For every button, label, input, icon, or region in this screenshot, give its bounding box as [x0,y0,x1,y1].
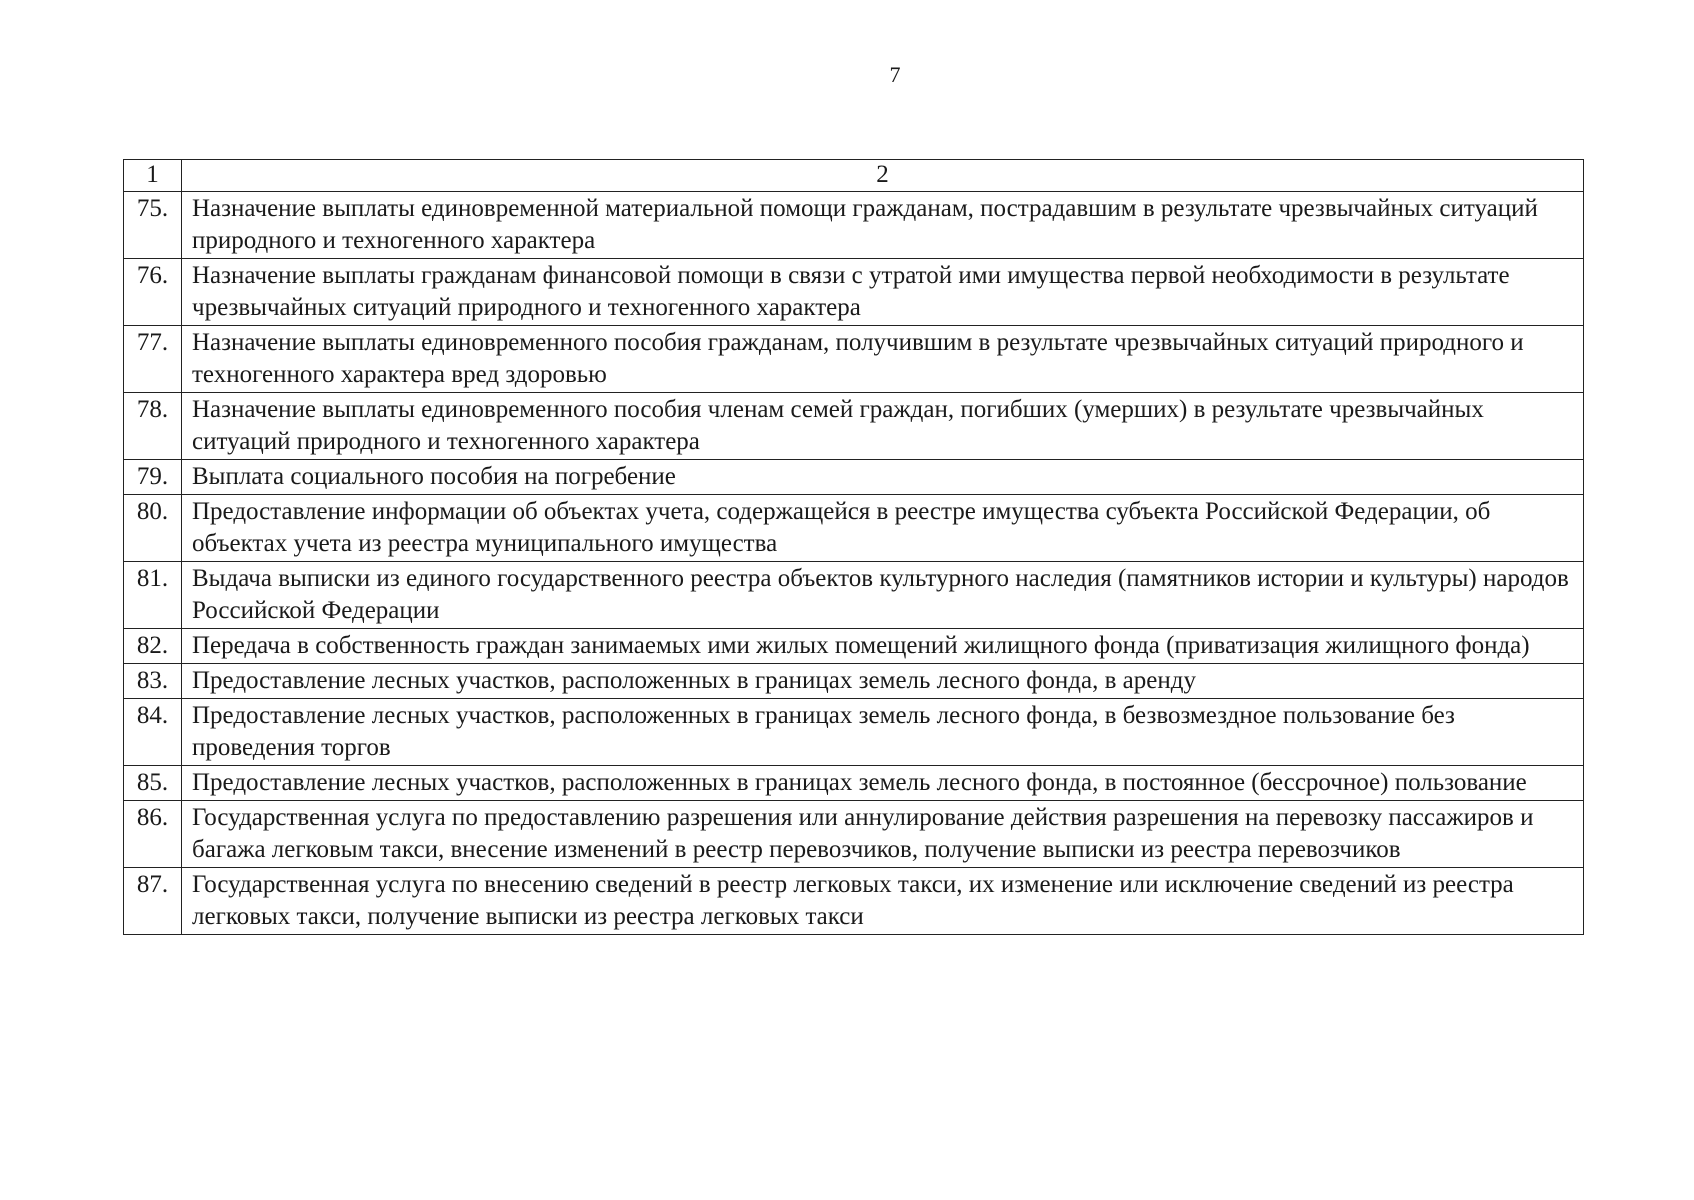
table-row [124,192,1584,259]
row-text: Государственная услуга по предоставлению разрешения или аннулирование действия разрешения на перевозку пассажиров и багажа легковым такси, внесение изменений в реестр перевозчиков, получение выписки из реестра перевозчиков [182,801,1584,868]
row-text: Назначение выплаты единовременного пособия гражданам, получившим в результате чрезвычайных ситуаций природного и техногенного характера вред здоровью [182,326,1584,393]
row-text: Выплата социального пособия на погребение [182,460,1584,495]
row-text: Назначение выплаты единовременного пособия членам семей граждан, погибших (умерших) в результате чрезвычайных ситуаций природного и техногенного характера [182,393,1584,460]
row-number: 75. [124,192,182,259]
row-text: Выдача выписки из единого государственного реестра объектов культурного наследия (памятников истории и культуры) народов Российской Федерации [182,562,1584,629]
header-cell-text: 2 [182,160,1584,192]
table-row [124,629,1584,664]
table-row [124,495,1584,562]
table-row [124,259,1584,326]
table-row [124,868,1584,935]
row-text: Назначение выплаты гражданам финансовой помощи в связи с утратой ими имущества первой необходимости в результате чрезвычайных ситуаций природного и техногенного характера [182,259,1584,326]
row-number: 82. [124,629,182,664]
row-number: 84. [124,699,182,766]
row-number: 86. [124,801,182,868]
row-text: Назначение выплаты единовременной материальной помощи гражданам, пострадавшим в результате чрезвычайных ситуаций природного и техногенного характера [182,192,1584,259]
table-row [124,393,1584,460]
row-number: 78. [124,393,182,460]
services-table [123,159,1584,935]
row-number: 85. [124,766,182,801]
row-number: 77. [124,326,182,393]
table-row [124,460,1584,495]
page-number: 7 [889,62,901,87]
table-header-row [124,160,1584,192]
table-row [124,664,1584,699]
row-number: 76. [124,259,182,326]
row-text: Передача в собственность граждан занимаемых ими жилых помещений жилищного фонда (приватизация жилищного фонда) [182,629,1584,664]
header-cell-num: 1 [124,160,182,192]
row-text: Предоставление лесных участков, расположенных в границах земель лесного фонда, в безвозмездное пользование без проведения торгов [182,699,1584,766]
table-row [124,699,1584,766]
table-row [124,562,1584,629]
row-number: 83. [124,664,182,699]
row-number: 81. [124,562,182,629]
table-row [124,326,1584,393]
row-number: 79. [124,460,182,495]
row-text: Предоставление информации об объектах учета, содержащейся в реестре имущества субъекта Российской Федерации, об объектах учета из реестра муниципального имущества [182,495,1584,562]
row-number: 87. [124,868,182,935]
table-row [124,801,1584,868]
row-text: Предоставление лесных участков, расположенных в границах земель лесного фонда, в постоянное (бессрочное) пользование [182,766,1584,801]
row-number: 80. [124,495,182,562]
table-row [124,766,1584,801]
row-text: Государственная услуга по внесению сведений в реестр легковых такси, их изменение или исключение сведений из реестра легковых такси, получение выписки из реестра легковых такси [182,868,1584,935]
row-text: Предоставление лесных участков, расположенных в границах земель лесного фонда, в аренду [182,664,1584,699]
